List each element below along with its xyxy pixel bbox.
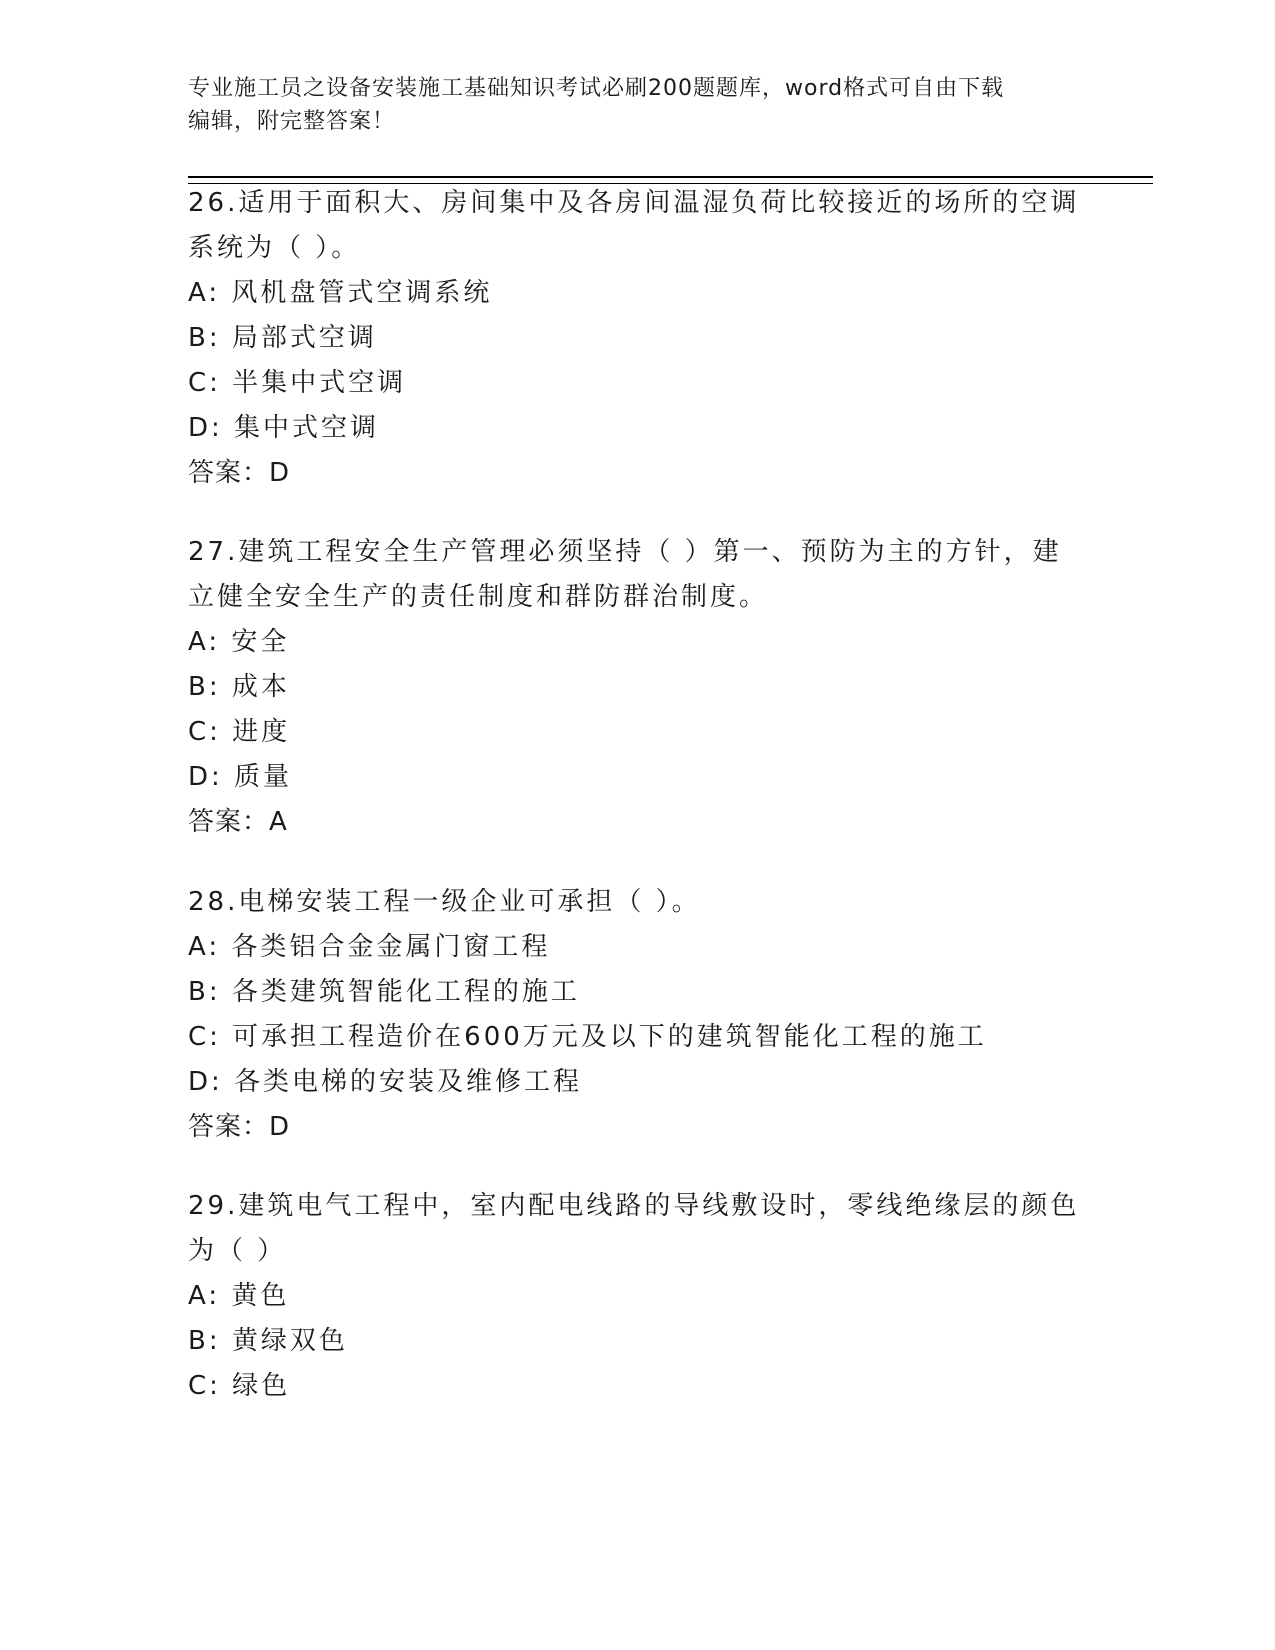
- question-stem-line-2: 为（ ）: [188, 1236, 287, 1266]
- question-stem-line-2: 系统为（ ）。: [188, 233, 361, 263]
- option-c: C: 可承担工程造价在600万元及以下的建筑智能化工程的施工: [188, 1022, 987, 1052]
- option-c: C: 半集中式空调: [188, 368, 407, 398]
- question-28: [188, 880, 1088, 1150]
- option-a: A: 风机盘管式空调系统: [188, 278, 493, 308]
- option-b: B: 局部式空调: [188, 323, 377, 353]
- option-a: A: 黄色: [188, 1281, 290, 1311]
- question-stem-line-1: 29.建筑电气工程中，室内配电线路的导线敷设时，零线绝缘层的颜色: [188, 1191, 1080, 1221]
- question-stem-line-1: 26.适用于面积大、房间集中及各房间温湿负荷比较接近的场所的空调: [188, 188, 1080, 218]
- option-c: C: 绿色: [188, 1371, 291, 1401]
- option-a: A: 安全: [188, 627, 290, 657]
- header-divider-thick: [188, 176, 1153, 178]
- option-d: D: 各类电梯的安装及维修工程: [188, 1067, 583, 1097]
- document-header: [188, 72, 1088, 138]
- header-line-1: 专业施工员之设备安装施工基础知识考试必刷200题题库，word格式可自由下载: [188, 76, 1005, 101]
- option-c: C: 进度: [188, 717, 291, 747]
- option-d: D: 质量: [188, 762, 293, 792]
- option-d: D: 集中式空调: [188, 413, 380, 443]
- question-stem-line-1: 27.建筑工程安全生产管理必须坚持（ ）第一、预防为主的方针，建: [188, 537, 1062, 567]
- question-26: [188, 181, 1088, 496]
- option-b: B: 黄绿双色: [188, 1326, 348, 1356]
- question-27: [188, 530, 1088, 845]
- answer: 答案：A: [188, 807, 288, 837]
- option-b: B: 成本: [188, 672, 290, 702]
- question-29: [188, 1184, 1088, 1409]
- header-line-2: 编辑，附完整答案！: [188, 109, 396, 134]
- answer: 答案：D: [188, 458, 291, 488]
- question-stem-line-2: 立健全安全生产的责任制度和群防群治制度。: [188, 582, 769, 612]
- question-stem-line-1: 28.电梯安装工程一级企业可承担（ ）。: [188, 887, 701, 917]
- option-b: B: 各类建筑智能化工程的施工: [188, 977, 580, 1007]
- option-a: A: 各类铝合金金属门窗工程: [188, 932, 551, 962]
- answer: 答案：D: [188, 1112, 291, 1142]
